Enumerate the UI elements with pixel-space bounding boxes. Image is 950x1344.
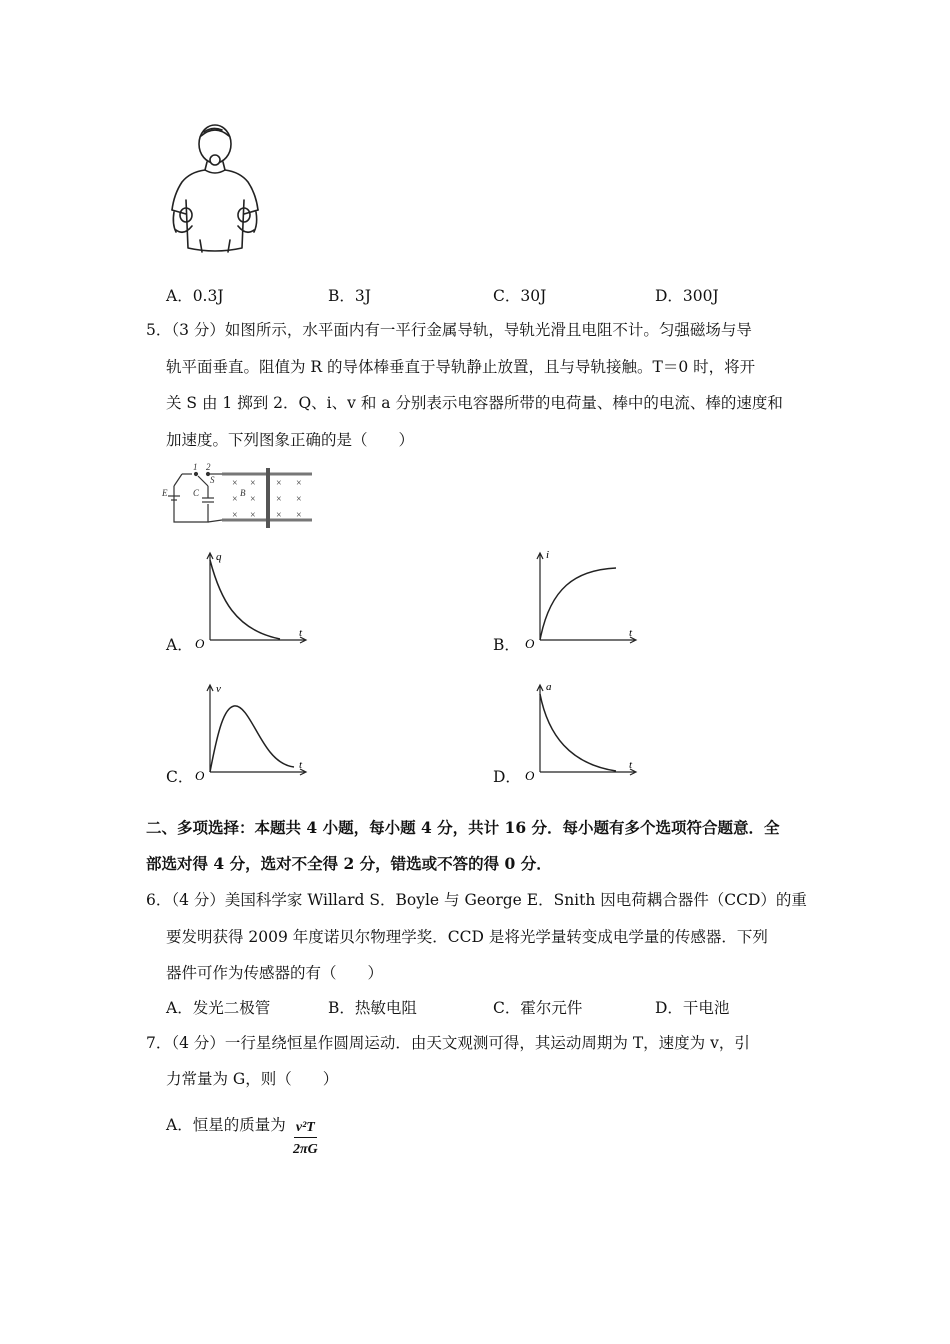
cross-mark: ×	[276, 510, 282, 521]
q7-text-line1: 7．（4 分）一行星绕恒星作圆周运动．由天文观测可得，其运动周期为 T，速度为 v，引	[146, 1034, 750, 1052]
cross-mark: ×	[296, 478, 302, 489]
section2-heading-line2: 部选对得 4 分，选对不全得 2 分，错选或不答的得 0 分．	[146, 854, 552, 873]
q5-text-line1: 5．（3 分）如图所示，水平面内有一平行金属导轨，导轨光滑且电阻不计。匀强磁场与导	[146, 321, 752, 339]
battery-label: E	[162, 488, 168, 498]
q5-text-line3: 关 S 由 1 掷到 2．Q、i、v 和 a 分别表示电容器所带的电荷量、棒中的电流、棒的速度和	[166, 394, 783, 412]
q6-text-line2: 要发明获得 2009 年度诺贝尔物理学奖．CCD 是将光学量转变成电学量的传感器．下列	[166, 928, 768, 946]
cross-mark: ×	[296, 510, 302, 521]
cross-mark: ×	[250, 478, 256, 489]
graph-a-xlabel: t	[299, 627, 303, 639]
q5-graph-a	[190, 548, 315, 648]
q4-option-a: A．0.3J	[166, 287, 224, 305]
q5-graph-d	[520, 680, 645, 780]
q5-graph-b	[520, 548, 645, 648]
q7-option-a	[166, 1115, 286, 1135]
q6-option-b: B．热敏电阻	[328, 999, 417, 1017]
cross-mark: ×	[276, 478, 282, 489]
q5-graph-d-label: D．	[493, 768, 521, 786]
q5-text-line4: 加速度。下列图象正确的是（ ）	[166, 431, 415, 449]
graph-b-xlabel: t	[629, 627, 633, 639]
q5-circuit-diagram	[160, 462, 320, 534]
q5-graph-b-label: B．	[493, 636, 520, 654]
q5-text-line2: 轨平面垂直。阻值为 R 的导体棒垂直于导轨静止放置，且与导轨接触。T＝0 时，将开	[166, 358, 756, 376]
q4-option-b: B．3J	[328, 287, 371, 305]
q4-option-d: D．300J	[655, 287, 719, 305]
graph-a-origin: O	[195, 636, 205, 648]
cross-mark: ×	[296, 494, 302, 505]
q5-graph-c-label: C．	[166, 768, 194, 786]
cross-mark: ×	[250, 510, 256, 521]
field-label: B	[240, 488, 246, 498]
cross-mark: ×	[232, 494, 238, 505]
q7-text-line2: 力常量为 G，则（ ）	[166, 1070, 339, 1088]
graph-d-ylabel: a	[546, 681, 552, 693]
q4-option-c: C．30J	[493, 287, 547, 305]
cross-mark: ×	[250, 494, 256, 505]
graph-c-ylabel: v	[216, 683, 221, 695]
graph-a-ylabel: q	[216, 551, 222, 563]
q6-option-a: A．发光二极管	[166, 999, 271, 1017]
cross-mark: ×	[276, 494, 282, 505]
graph-d-origin: O	[525, 768, 535, 780]
formula-numerator: v²T	[294, 1120, 317, 1138]
q6-text-line3: 器件可作为传感器的有（ ）	[166, 964, 384, 982]
formula-denominator: 2πG	[293, 1142, 318, 1157]
q5-graph-c	[190, 680, 315, 780]
graph-c-xlabel: t	[299, 759, 303, 771]
q6-option-c: C．霍尔元件	[493, 999, 583, 1017]
capacitor-label: C	[193, 488, 200, 498]
section2-heading-line1: 二、多项选择：本题共 4 小题，每小题 4 分，共计 16 分．每小题有多个选项符合题意．全	[146, 818, 780, 837]
graph-c-origin: O	[195, 768, 205, 780]
q7-option-a-formula	[293, 1120, 318, 1158]
switch-terminal-2: 2	[206, 462, 211, 472]
person-juggling-illustration	[160, 122, 270, 257]
graph-d-xlabel: t	[629, 759, 633, 771]
graph-b-origin: O	[525, 636, 535, 648]
q5-graph-a-label: A．	[166, 636, 193, 654]
switch-label: S	[210, 475, 215, 485]
cross-mark: ×	[232, 510, 238, 521]
q6-option-d: D．干电池	[655, 999, 730, 1017]
q7-option-a-text: A．恒星的质量为	[166, 1116, 286, 1134]
q6-text-line1: 6．（4 分）美国科学家 Willard S．Boyle 与 George E．Snith 因电荷耦合器件（CCD）的重	[146, 891, 807, 909]
cross-mark: ×	[232, 478, 238, 489]
graph-b-ylabel: i	[546, 549, 550, 561]
switch-terminal-1: 1	[193, 462, 198, 472]
